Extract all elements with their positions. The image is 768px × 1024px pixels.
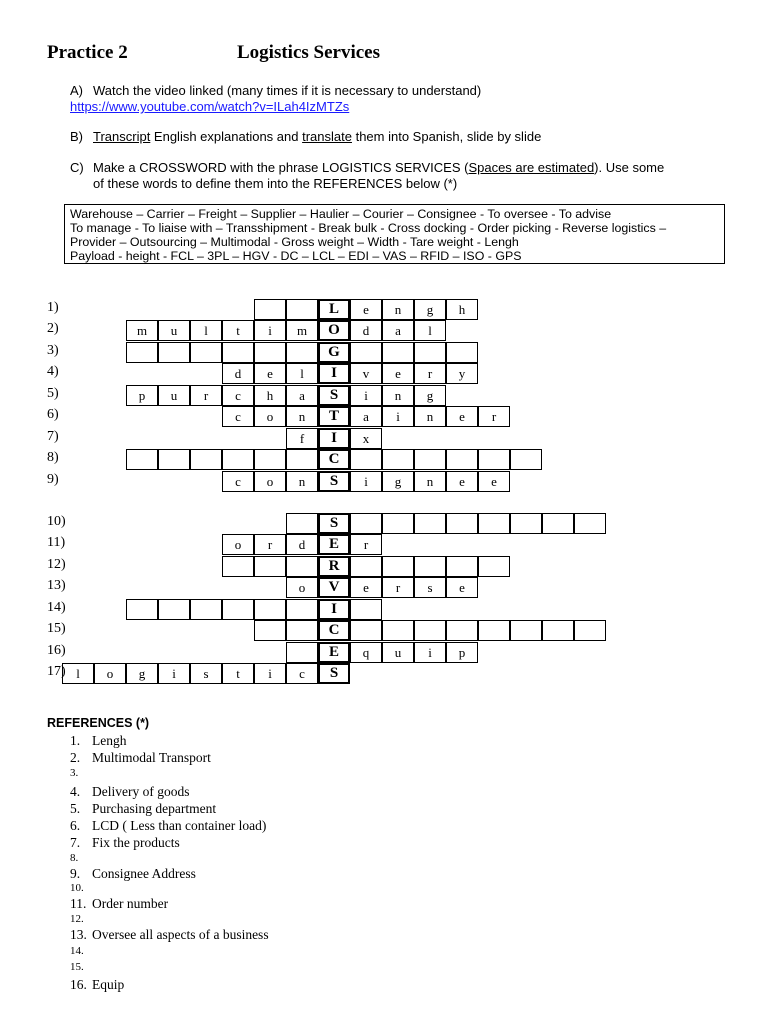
word-bank-line: To manage - To liaise with – Transshipment - Break bulk - Cross docking - Order picking - Reverse logistics – [70, 221, 667, 235]
reference-text: Delivery of goods [92, 784, 190, 799]
reference-number: 8. [70, 852, 79, 864]
crossword-cell[interactable] [478, 513, 510, 534]
clue-number: 5) [47, 386, 59, 401]
crossword-cell[interactable]: p [446, 642, 478, 663]
crossword-cell[interactable] [414, 620, 446, 641]
crossword-cell[interactable] [446, 620, 478, 641]
crossword-cell[interactable] [286, 449, 318, 470]
clue-number: 10) [47, 514, 66, 529]
crossword-cell[interactable]: r [478, 406, 510, 427]
crossword-cell[interactable] [478, 449, 510, 470]
crossword-cell[interactable] [286, 342, 318, 363]
clue-number: 1) [47, 300, 59, 315]
clue-number: 7) [47, 429, 59, 444]
reference-number: 14. [70, 945, 84, 957]
crossword-cell[interactable] [286, 513, 318, 534]
reference-item [70, 767, 92, 779]
reference-number: 2. [70, 750, 81, 765]
crossword-key-cell[interactable]: T [318, 406, 350, 427]
crossword-cell[interactable] [254, 620, 286, 641]
crossword-cell[interactable] [126, 599, 158, 620]
crossword-cell[interactable]: i [158, 663, 190, 684]
crossword-cell[interactable] [414, 342, 446, 363]
clue-number: 3) [47, 343, 59, 358]
clue-number: 11) [47, 535, 66, 550]
crossword-cell[interactable] [190, 342, 222, 363]
reference-item [70, 801, 216, 817]
crossword-cell[interactable] [254, 299, 286, 320]
reference-number: 11. [70, 896, 87, 911]
crossword-cell[interactable] [158, 449, 190, 470]
clue-number: 8) [47, 450, 59, 465]
crossword-cell[interactable] [382, 513, 414, 534]
crossword-key-cell[interactable]: S [318, 385, 350, 406]
crossword-key-cell[interactable]: R [318, 556, 350, 577]
crossword-key-cell[interactable]: S [318, 471, 350, 492]
crossword-cell[interactable]: l [414, 320, 446, 341]
crossword-cell[interactable]: c [222, 406, 254, 427]
reference-item [70, 961, 92, 973]
crossword-cell[interactable] [446, 449, 478, 470]
crossword-cell[interactable]: n [286, 471, 318, 492]
crossword-cell[interactable]: v [350, 363, 382, 384]
reference-number: 16. [70, 977, 87, 992]
crossword-key-cell[interactable]: V [318, 577, 350, 598]
reference-item [70, 882, 92, 894]
crossword-cell[interactable]: h [446, 299, 478, 320]
crossword-key-cell[interactable]: E [318, 534, 350, 555]
crossword-cell[interactable]: c [286, 663, 318, 684]
instruction-b: B) Transcript English explanations and translate them into Spanish, slide by slide [70, 129, 542, 144]
crossword-cell[interactable]: e [446, 406, 478, 427]
crossword-cell[interactable]: d [286, 534, 318, 555]
crossword-cell[interactable]: c [222, 385, 254, 406]
reference-item [70, 818, 266, 834]
crossword-key-cell[interactable]: E [318, 642, 350, 663]
crossword-cell[interactable] [382, 449, 414, 470]
crossword-cell[interactable]: f [286, 428, 318, 449]
crossword-cell[interactable] [222, 556, 254, 577]
instruction-a: A) Watch the video linked (many times if it is necessary to understand) https://www.youtube.com/watch?v=ILah4IzMTZs [70, 83, 482, 114]
reference-number: 10. [70, 882, 84, 894]
crossword-cell[interactable]: r [382, 577, 414, 598]
reference-item [70, 913, 92, 925]
crossword-cell[interactable]: c [222, 471, 254, 492]
crossword-cell[interactable] [254, 599, 286, 620]
reference-item [70, 896, 168, 912]
crossword-key-cell[interactable]: S [318, 513, 350, 534]
reference-item [70, 733, 127, 749]
reference-text: Lengh [92, 733, 127, 748]
crossword-cell[interactable] [222, 599, 254, 620]
crossword-cell[interactable] [542, 620, 574, 641]
crossword-key-cell[interactable]: I [318, 599, 350, 620]
crossword-cell[interactable]: e [446, 577, 478, 598]
clue-number: 12) [47, 557, 66, 572]
crossword-cell[interactable]: e [478, 471, 510, 492]
crossword-cell[interactable]: p [126, 385, 158, 406]
word-bank-line: Provider – Outsourcing – Multimodal - Gross weight – Width - Tare weight - Lengh [70, 235, 519, 249]
reference-number: 1. [70, 733, 81, 748]
crossword-cell[interactable]: a [286, 385, 318, 406]
reference-number: 4. [70, 784, 81, 799]
reference-number: 13. [70, 927, 87, 942]
crossword-cell[interactable] [286, 556, 318, 577]
word-bank [64, 204, 725, 264]
crossword-key-cell[interactable]: I [318, 363, 350, 384]
crossword-cell[interactable]: n [414, 471, 446, 492]
crossword-cell[interactable] [350, 449, 382, 470]
crossword-cell[interactable]: n [382, 299, 414, 320]
crossword-key-cell[interactable]: O [318, 320, 350, 341]
crossword-cell[interactable]: o [254, 406, 286, 427]
crossword-cell[interactable] [350, 620, 382, 641]
crossword-cell[interactable] [414, 513, 446, 534]
crossword-cell[interactable]: d [222, 363, 254, 384]
crossword-cell[interactable] [350, 599, 382, 620]
crossword-cell[interactable] [254, 449, 286, 470]
crossword-cell[interactable]: a [350, 406, 382, 427]
reference-item [70, 945, 92, 957]
crossword-cell[interactable] [414, 449, 446, 470]
clue-number: 4) [47, 364, 59, 379]
crossword-cell[interactable]: l [190, 320, 222, 341]
crossword-key-cell[interactable]: C [318, 449, 350, 470]
crossword-cell[interactable] [190, 449, 222, 470]
crossword-cell[interactable] [478, 556, 510, 577]
crossword-cell[interactable] [510, 620, 542, 641]
crossword-cell[interactable]: n [414, 406, 446, 427]
crossword-cell[interactable]: e [446, 471, 478, 492]
reference-text: Consignee Address [92, 866, 196, 881]
crossword-cell[interactable]: n [382, 385, 414, 406]
crossword-cell[interactable] [510, 513, 542, 534]
crossword-cell[interactable]: g [414, 385, 446, 406]
clue-number: 9) [47, 472, 59, 487]
crossword-cell[interactable] [286, 599, 318, 620]
reference-text: Purchasing department [92, 801, 217, 816]
reference-number: 6. [70, 818, 81, 833]
crossword-cell[interactable] [158, 599, 190, 620]
reference-text: Multimodal Transport [92, 750, 211, 765]
crossword-key-cell[interactable]: G [318, 342, 350, 363]
crossword-cell[interactable] [286, 642, 318, 663]
crossword-cell[interactable] [126, 342, 158, 363]
crossword-cell[interactable]: s [414, 577, 446, 598]
word-bank-line: Warehouse – Carrier – Freight – Supplier – Haulier – Courier – Consignee - To oversee - To advise [70, 207, 612, 221]
crossword-cell[interactable]: i [254, 320, 286, 341]
reference-number: 3. [70, 767, 79, 779]
reference-number: 5. [70, 801, 81, 816]
crossword-cell[interactable]: m [126, 320, 158, 341]
crossword-cell[interactable]: g [126, 663, 158, 684]
reference-number: 9. [70, 866, 81, 881]
crossword-cell[interactable]: g [382, 471, 414, 492]
page-title: Logistics Services [237, 42, 381, 63]
crossword-cell[interactable]: i [382, 406, 414, 427]
crossword-cell[interactable] [350, 513, 382, 534]
crossword-cell[interactable] [446, 342, 478, 363]
clue-number: 17) [47, 664, 66, 679]
crossword-cell[interactable]: e [350, 299, 382, 320]
reference-item [70, 750, 211, 766]
reference-item [70, 866, 196, 882]
crossword-cell[interactable]: r [190, 385, 222, 406]
crossword-cell[interactable]: i [350, 471, 382, 492]
crossword-cell[interactable] [158, 342, 190, 363]
crossword-cell[interactable] [350, 342, 382, 363]
crossword-cell[interactable]: e [382, 363, 414, 384]
crossword-cell[interactable]: r [414, 363, 446, 384]
reference-item [70, 784, 189, 800]
crossword-cell[interactable] [414, 556, 446, 577]
reference-item [70, 835, 180, 851]
crossword-cell[interactable]: e [350, 577, 382, 598]
crossword-cell[interactable] [382, 342, 414, 363]
crossword-cell[interactable]: s [190, 663, 222, 684]
crossword-cell[interactable]: i [254, 663, 286, 684]
clue-number: 15) [47, 621, 66, 636]
clue-number: 6) [47, 407, 59, 422]
crossword-cell[interactable]: e [254, 363, 286, 384]
crossword-cell[interactable] [254, 342, 286, 363]
crossword-cell[interactable]: o [254, 471, 286, 492]
crossword-cell[interactable]: o [286, 577, 318, 598]
clue-number: 16) [47, 643, 66, 658]
reference-text: Order number [92, 896, 169, 911]
clue-number: 14) [47, 600, 66, 615]
crossword-cell[interactable] [350, 556, 382, 577]
crossword-cell[interactable]: u [382, 642, 414, 663]
crossword-cell[interactable]: o [94, 663, 126, 684]
instruction-c: C) Make a CROSSWORD with the phrase LOGISTICS SERVICES (Spaces are estimated). Use some of these words to define them into the REFERENCES below (*) [70, 160, 665, 191]
crossword-cell[interactable]: x [350, 428, 382, 449]
crossword-cell[interactable] [446, 556, 478, 577]
crossword-cell[interactable]: h [254, 385, 286, 406]
crossword-cell[interactable] [478, 620, 510, 641]
crossword-cell[interactable] [510, 449, 542, 470]
crossword-cell[interactable]: i [350, 385, 382, 406]
reference-number: 15. [70, 961, 84, 973]
reference-text: LCD ( Less than container load) [92, 818, 267, 833]
crossword-key-cell[interactable]: L [318, 299, 350, 320]
crossword-cell[interactable] [254, 556, 286, 577]
crossword-cell[interactable]: i [414, 642, 446, 663]
crossword-cell[interactable] [286, 299, 318, 320]
crossword-cell[interactable] [222, 342, 254, 363]
reference-item [70, 927, 269, 943]
reference-item [70, 852, 92, 864]
crossword-cell[interactable]: t [222, 320, 254, 341]
crossword-cell[interactable] [286, 620, 318, 641]
crossword-cell[interactable] [574, 513, 606, 534]
crossword-cell[interactable]: a [382, 320, 414, 341]
reference-text: Oversee all aspects of a business [92, 927, 269, 942]
crossword-cell[interactable]: l [286, 363, 318, 384]
crossword-cell[interactable]: t [222, 663, 254, 684]
practice-label: Practice 2 [47, 42, 128, 63]
clue-number: 2) [47, 321, 59, 336]
crossword-cell[interactable] [126, 449, 158, 470]
crossword-key-cell[interactable]: C [318, 620, 350, 641]
clue-number: 13) [47, 578, 66, 593]
crossword-cell[interactable]: r [350, 534, 382, 555]
word-bank-line: Payload - height - FCL – 3PL – HGV - DC – LCL – EDI – VAS – RFID – ISO - GPS [70, 249, 522, 263]
crossword-cell[interactable] [190, 599, 222, 620]
video-link[interactable]: https://www.youtube.com/watch?v=ILah4IzMTZs [70, 99, 350, 114]
crossword-cell[interactable] [222, 449, 254, 470]
crossword-cell[interactable]: u [158, 320, 190, 341]
crossword-cell[interactable]: d [350, 320, 382, 341]
crossword-cell[interactable] [574, 620, 606, 641]
reference-item [70, 977, 124, 993]
crossword-cell[interactable]: l [62, 663, 94, 684]
crossword-cell[interactable] [382, 556, 414, 577]
crossword-cell[interactable]: n [286, 406, 318, 427]
crossword-cell[interactable] [382, 620, 414, 641]
crossword-cell[interactable]: u [158, 385, 190, 406]
crossword-cell[interactable]: g [414, 299, 446, 320]
references-title: REFERENCES (*) [47, 716, 150, 730]
reference-number: 12. [70, 913, 84, 925]
crossword-key-cell[interactable]: S [318, 663, 350, 684]
crossword-cell[interactable]: r [254, 534, 286, 555]
crossword-cell[interactable]: y [446, 363, 478, 384]
crossword-cell[interactable] [446, 513, 478, 534]
crossword-cell[interactable]: m [286, 320, 318, 341]
crossword-cell[interactable] [542, 513, 574, 534]
reference-text: Equip [92, 977, 125, 992]
reference-text: Fix the products [92, 835, 180, 850]
crossword-cell[interactable]: o [222, 534, 254, 555]
crossword-key-cell[interactable]: I [318, 428, 350, 449]
crossword-cell[interactable]: q [350, 642, 382, 663]
instruction-a-text: Watch the video linked (many times if it is necessary to understand) [93, 83, 482, 98]
reference-number: 7. [70, 835, 81, 850]
